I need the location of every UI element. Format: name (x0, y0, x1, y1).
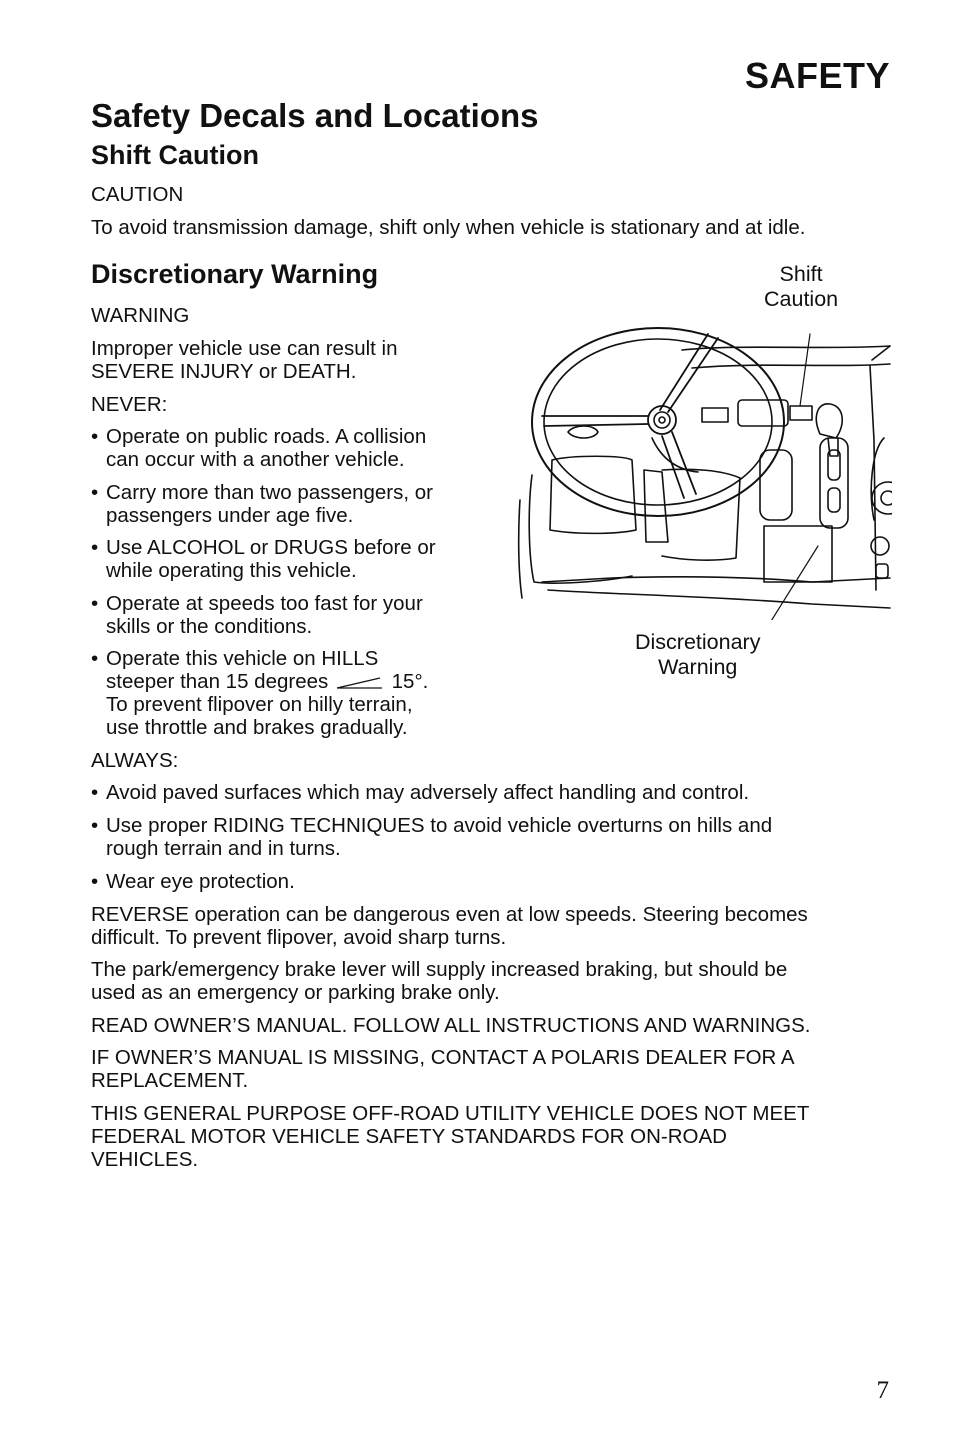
list-item-line: Operate at speeds too fast for your (106, 592, 423, 615)
list-item (91, 814, 772, 860)
list-item-line: passengers under age five. (106, 504, 354, 527)
list-item (91, 481, 433, 527)
paragraph-line: FEDERAL MOTOR VEHICLE SAFETY STANDARDS FOR ON-ROAD (91, 1125, 727, 1148)
bullet-dot: • (91, 647, 99, 670)
list-item (91, 536, 436, 582)
list-item (91, 870, 295, 893)
callout-line: Warning (658, 655, 738, 679)
list-item-line: To prevent flipover on hilly terrain, (106, 693, 413, 716)
paragraph-line: REVERSE operation can be dangerous even at low speeds. Steering becomes (91, 903, 808, 926)
paragraph-line: The park/emergency brake lever will supply increased braking, but should be (91, 958, 788, 981)
paragraph-fmvss (91, 1102, 809, 1171)
page-title: Safety Decals and Locations (91, 97, 539, 134)
list-item-hills (91, 647, 428, 739)
list-item-line: Avoid paved surfaces which may adversely affect handling and control. (106, 781, 750, 804)
paragraph-line: used as an emergency or parking brake only. (91, 981, 500, 1004)
bullet-dot: • (91, 814, 99, 837)
list-item (91, 781, 749, 804)
warning-intro-line-1: Improper vehicle use can result in (91, 337, 398, 360)
list-item-line: Operate on public roads. A collision (106, 425, 427, 448)
paragraph-line: difficult. To prevent flipover, avoid sharp turns. (91, 926, 507, 949)
paragraph-line: REPLACEMENT. (91, 1069, 249, 1092)
list-item-line: Use proper RIDING TECHNIQUES to avoid vehicle overturns on hills and (106, 814, 773, 837)
warning-label: WARNING (91, 304, 190, 327)
list-item-line: while operating this vehicle. (106, 559, 357, 582)
bullet-dot: • (91, 536, 99, 559)
paragraph-brake (91, 958, 787, 1004)
callout-line: Caution (764, 287, 839, 311)
list-item-line: skills or the conditions. (106, 615, 313, 638)
list-item-line: can occur with a another vehicle. (106, 448, 405, 471)
paragraph-reverse (91, 903, 808, 949)
slope-angle-icon (334, 675, 386, 691)
paragraph-missing-manual (91, 1046, 795, 1092)
list-item-line (106, 670, 428, 693)
shift-caution-text: To avoid transmission damage, shift only when vehicle is stationary and at idle. (91, 216, 806, 239)
bullet-dot: • (91, 781, 99, 804)
warning-intro (91, 337, 398, 383)
bullet-dot: • (91, 481, 99, 504)
callout-line: Discretionary (635, 630, 761, 654)
paragraph-line: THIS GENERAL PURPOSE OFF-ROAD UTILITY VEHICLE DOES NOT MEET (91, 1102, 810, 1125)
dashboard-illustration (512, 320, 892, 620)
hills-degrees: 15°. (391, 670, 429, 693)
list-item (91, 425, 426, 471)
bullet-dot: • (91, 425, 99, 448)
list-item-line: Wear eye protection. (106, 870, 295, 893)
page-number: 7 (876, 1377, 889, 1404)
callout-line: Shift (779, 262, 823, 286)
warning-intro-line-2: SEVERE INJURY or DEATH. (91, 360, 357, 383)
paragraph-line: VEHICLES. (91, 1148, 199, 1171)
paragraph-line: READ OWNER’S MANUAL. FOLLOW ALL INSTRUCTIONS AND WARNINGS. (91, 1014, 811, 1037)
list-item-line: Operate this vehicle on HILLS (106, 647, 379, 670)
list-item-line: use throttle and brakes gradually. (106, 716, 408, 739)
hills-text: steeper than 15 degrees (106, 670, 329, 693)
bullet-dot: • (91, 870, 99, 893)
discretionary-warning-heading: Discretionary Warning (91, 259, 379, 289)
paragraph-read-manual (91, 1014, 811, 1037)
list-item-line: Use ALCOHOL or DRUGS before or (106, 536, 436, 559)
list-item-line: rough terrain and in turns. (106, 837, 341, 860)
callout-shift-caution (764, 262, 838, 312)
bullet-dot: • (91, 592, 99, 615)
paragraph-line: IF OWNER’S MANUAL IS MISSING, CONTACT A POLARIS DEALER FOR A (91, 1046, 795, 1069)
caution-label: CAUTION (91, 183, 184, 206)
section-header: SAFETY (744, 55, 890, 96)
always-label: ALWAYS: (91, 749, 179, 772)
shift-caution-heading: Shift Caution (91, 140, 259, 170)
list-item (91, 592, 423, 638)
never-label: NEVER: (91, 393, 168, 416)
list-item-line: Carry more than two passengers, or (106, 481, 433, 504)
callout-discretionary-warning (635, 630, 760, 680)
